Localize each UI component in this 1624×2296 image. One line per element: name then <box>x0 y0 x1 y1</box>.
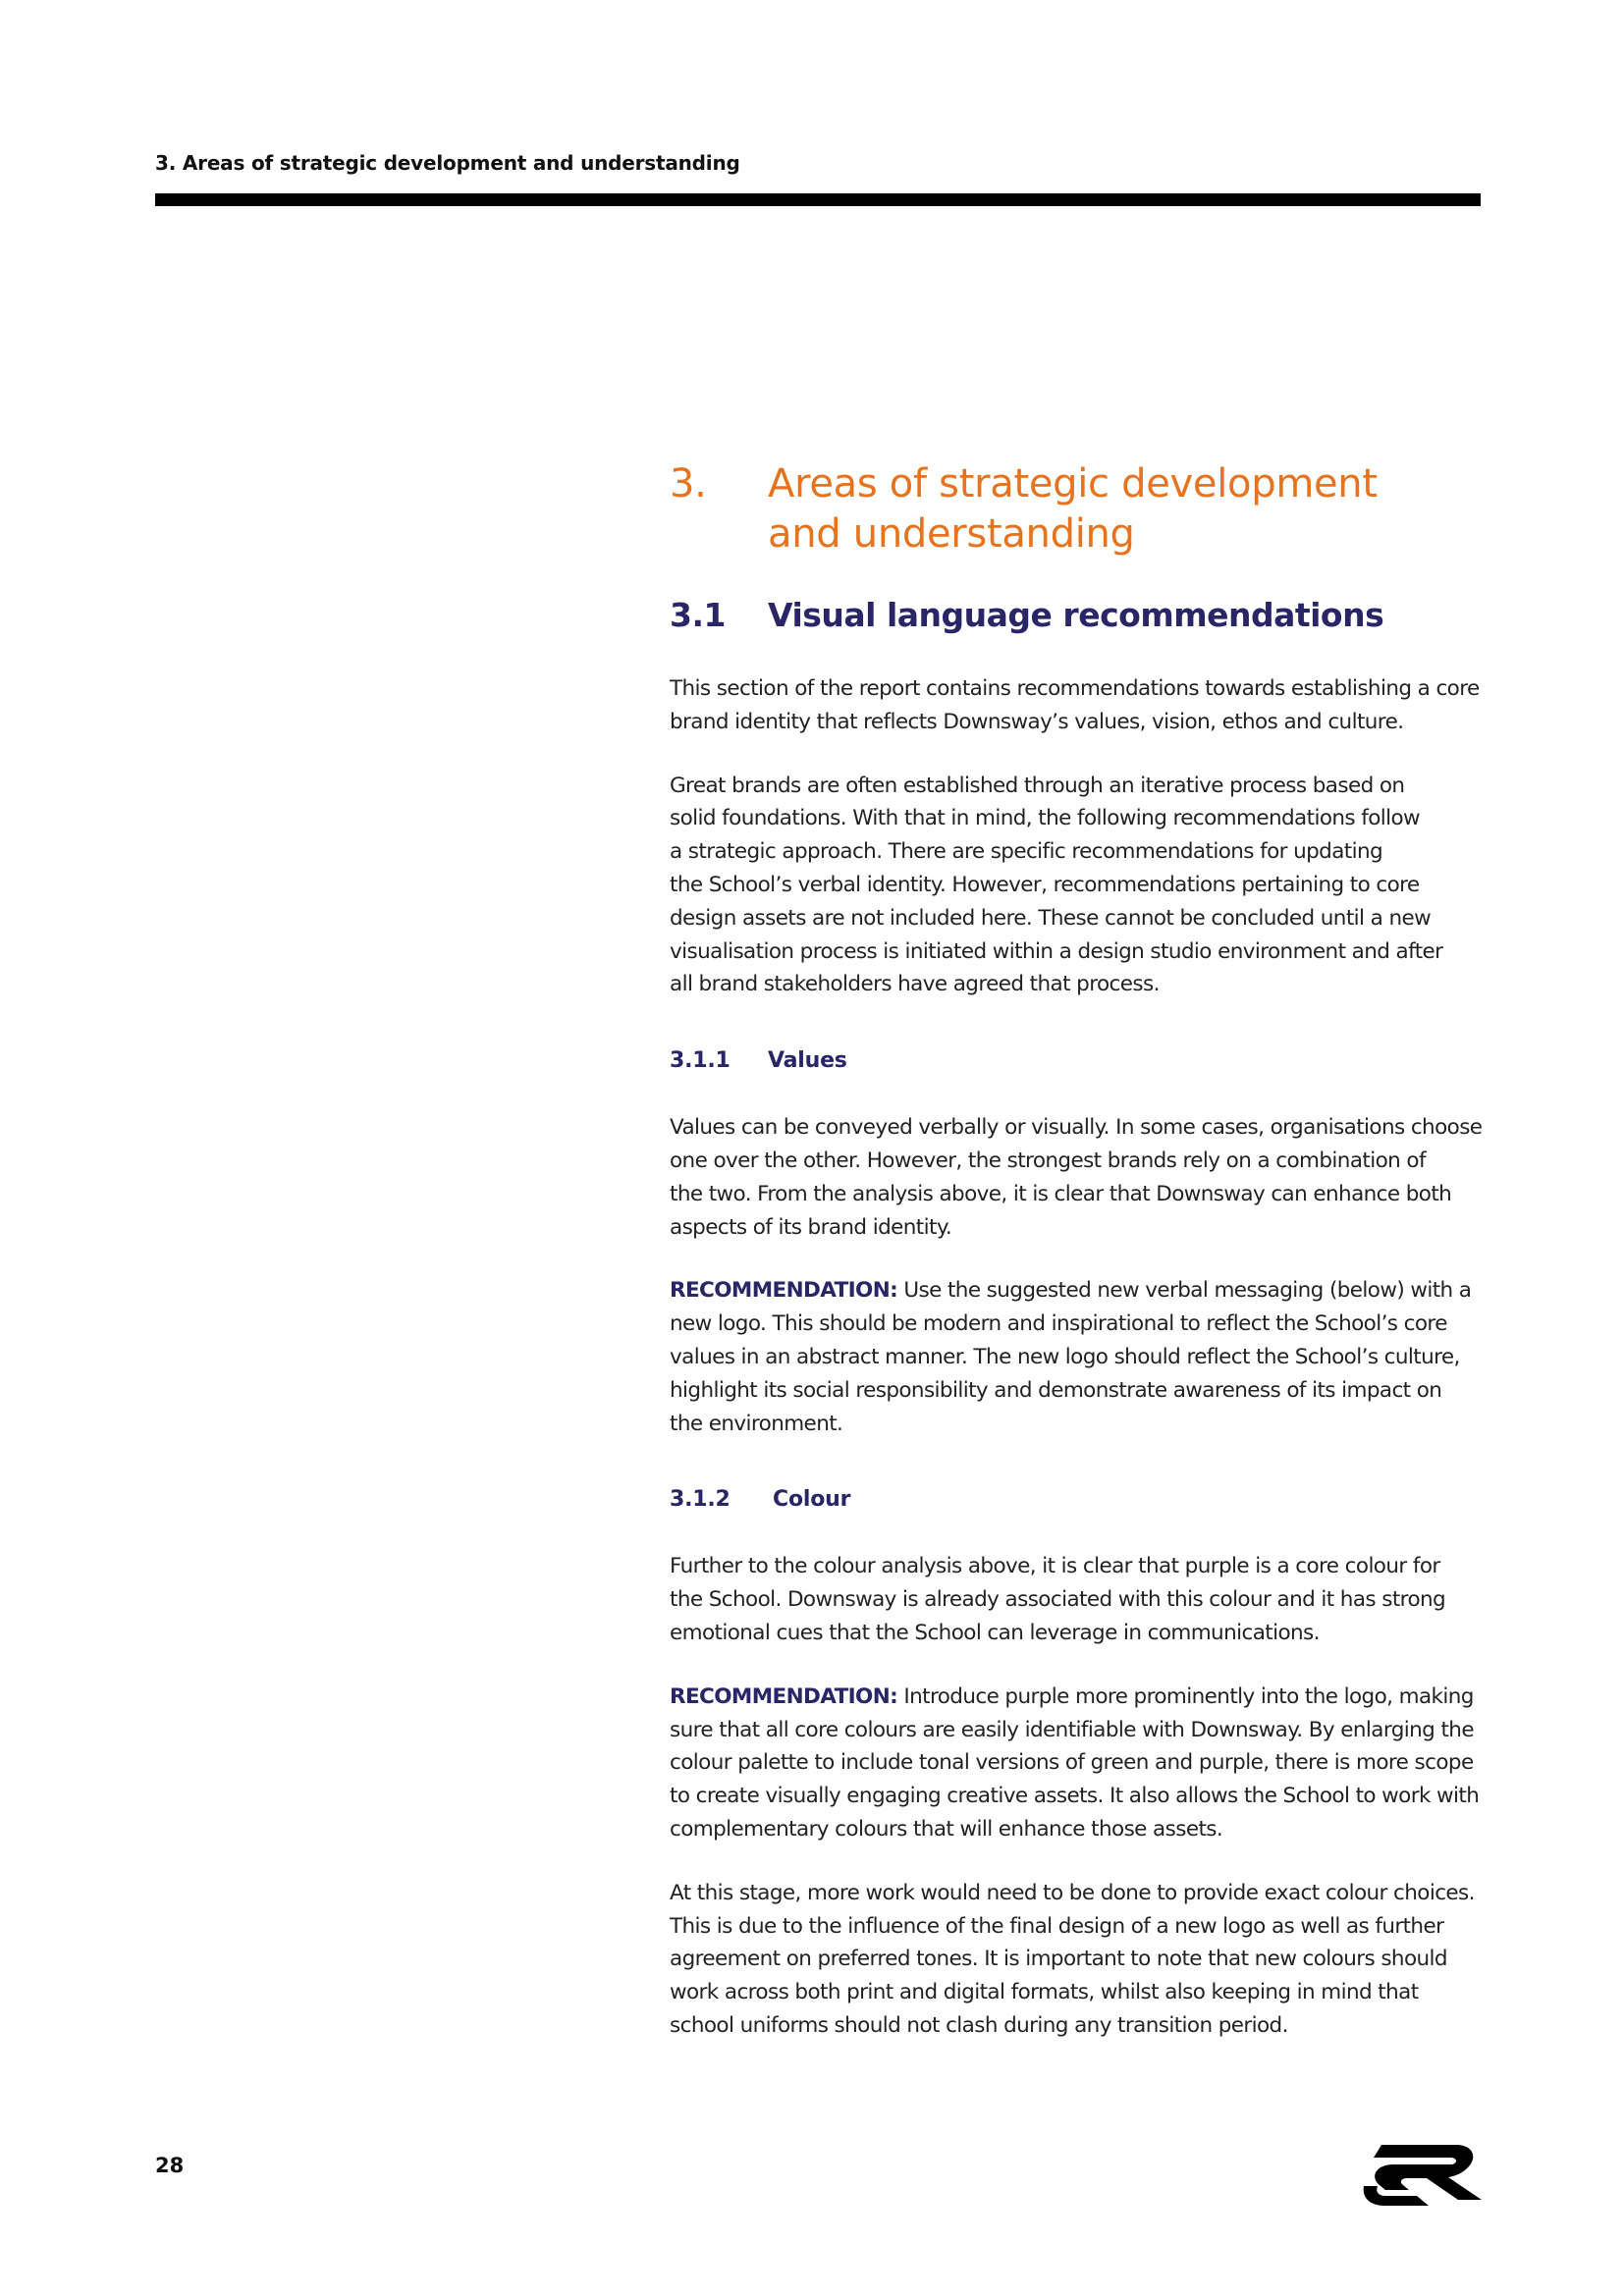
running-header: 3. Areas of strategic development and understanding <box>155 151 740 175</box>
downsway-logo-icon <box>1360 2143 1483 2207</box>
subsection-title-text: Values <box>768 1048 847 1074</box>
chapter-title-line-1: Areas of strategic development <box>768 461 1378 507</box>
chapter-title <box>670 459 1494 560</box>
colour-paragraph: Further to the colour analysis above, it is clear that purple is a core colour for the School. Downsway is already associated with this colour and it has strong emotional cues that the School can leverage in communications. <box>670 1554 1446 1645</box>
values-paragraph: Values can be conveyed verbally or visually. In some cases, organisations choose one over the other. However, the strongest brands rely on a combination of the two. From the analysis above, it is clear that Downsway can enhance both aspects of its brand identity. <box>670 1115 1483 1240</box>
chapter-title-text <box>768 459 1378 560</box>
recommendation-label: RECOMMENDATION: <box>670 1683 898 1709</box>
header-rule <box>155 193 1481 206</box>
page-number: 28 <box>155 2154 185 2177</box>
chapter-number: 3. <box>670 461 707 507</box>
intro-paragraph: This section of the report contains recommendations towards establishing a core brand identity that reflects Downsway’s values, vision, ethos and culture. <box>670 676 1480 734</box>
main-content <box>670 459 1494 2043</box>
section-title-text: Visual language recommendations <box>768 596 1384 634</box>
subsection-number: 3.1.1 <box>670 1048 731 1074</box>
chapter-title-line-2: and understanding <box>768 511 1135 557</box>
section-number: 3.1 <box>670 596 726 634</box>
subsection-title-colour <box>670 1485 1494 1515</box>
colour-recommendation: RECOMMENDATION: Introduce purple more prominently into the logo, making sure that all core colours are easily identifiable with Downsway. By enlarging the colour palette to include tonal versions of green and purple, there is more scope to create visually engaging creative assets. It also allows the School to work with complementary colours that will enhance those assets. <box>670 1683 1480 1842</box>
subsection-title-text: Colour <box>773 1487 851 1513</box>
subsection-number: 3.1.2 <box>670 1487 731 1513</box>
approach-paragraph: Great brands are often established through an iterative process based on solid foundations. With that in mind, the following recommendations follow a strategic approach. There are specific recommendations for updating the School’s verbal identity. However, recommendations pertaining to core design assets are not included here. These cannot be concluded until a new visualisation process is initiated within a design studio environment and after all brand stakeholders have agreed that process. <box>670 773 1443 997</box>
values-recommendation: RECOMMENDATION: Use the suggested new verbal messaging (below) with a new logo. This should be modern and inspirational to reflect the School’s core values in an abstract manner. The new logo should reflect the School’s culture, highlight its social responsibility and demonstrate awareness of its impact on the environment. <box>670 1278 1472 1436</box>
colour-closing-paragraph: At this stage, more work would need to be done to provide exact colour choices. This is due to the influence of the final design of a new logo as well as further agreement on preferred tones. It is important to note that new colours should work across both print and digital formats, whilst also keeping in mind that school uniforms should not clash during any transition period. <box>670 1880 1475 2038</box>
logo-upper-shape <box>1374 2145 1482 2200</box>
subsection-title-values <box>670 1046 1494 1076</box>
recommendation-label: RECOMMENDATION: <box>670 1278 898 1304</box>
section-title <box>670 596 1494 635</box>
